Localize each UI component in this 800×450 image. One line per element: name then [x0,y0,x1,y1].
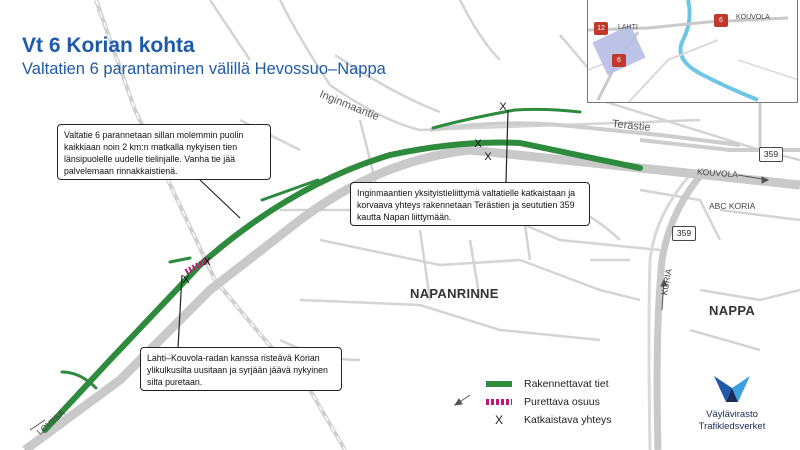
logo-line-2: Trafikledsverket [698,421,766,432]
inset-label-lahti: LAHTI [618,24,638,31]
legend-label: Katkaistava yhteys [524,414,612,426]
label-koria: KORIA [659,268,674,296]
legend-item-demolish [486,394,612,410]
cut-mark: X [484,151,492,163]
map-legend [486,376,612,430]
legend-item-cut [486,412,612,428]
map-title: Vt 6 Korian kohta [22,34,195,57]
legend-swatch-magenta [486,399,512,405]
label-kouvola: KOUVOLA [696,166,739,180]
label-loviisa: LOVIISA [34,407,67,437]
inset-road-6-shield-site: 6 [612,54,626,67]
vaylavirasto-logo [687,374,777,433]
cut-mark: X [182,274,190,286]
callout-bridge-road: Valtatie 6 parannetaan sillan molemmin puolin kaikkiaan noin 2 km:n matkalla nykyisen tien länsipuolelle uudelle tielinjalle. Vanha tie jää palvelemaan rinnakkaistienä. [57,124,271,180]
map-subtitle: Valtatien 6 parantaminen välillä Hevossuo–Nappa [22,60,386,78]
callout-junction: Inginmaantien yksityistieliittymä valtatielle katkaistaan ja korvaava yhteys rakennetaan Terästien ja seututien 359 kautta Napan liittymään. [350,182,590,226]
legend-label: Rakennettavat tiet [524,378,609,390]
cut-mark: X [474,138,482,150]
v-logo-icon [712,374,752,404]
road-359-shield-east: 359 [759,147,783,162]
callout-railway: Lahti–Kouvola-radan kanssa risteävä Korian ylikulkusilta uusitaan ja syrjään jäävä nykyinen silta puretaan. [140,347,342,391]
label-terastie: Terästie [611,118,652,134]
label-nappa: NAPPA [709,303,756,318]
cut-mark: X [499,101,507,113]
road-359-shield-south: 359 [672,226,696,241]
label-inginmaantie: Inginmaantie [317,88,381,124]
label-abc-koria: ABC KORIA [709,201,756,211]
inset-label-kouvola: KOUVOLA [736,14,770,21]
label-napanrinne: NAPANRINNE [410,286,499,301]
legend-symbol-x: X [494,413,503,427]
cut-mark: X [203,256,211,268]
legend-label: Purettava osuus [524,396,600,408]
logo-line-1: Väylävirasto [706,409,758,420]
inset-road-12-shield: 12 [594,22,608,35]
legend-item-new-roads [486,376,612,392]
inset-map [587,0,798,103]
legend-swatch-green [486,381,512,387]
inset-road-6-shield-east: 6 [714,14,728,27]
